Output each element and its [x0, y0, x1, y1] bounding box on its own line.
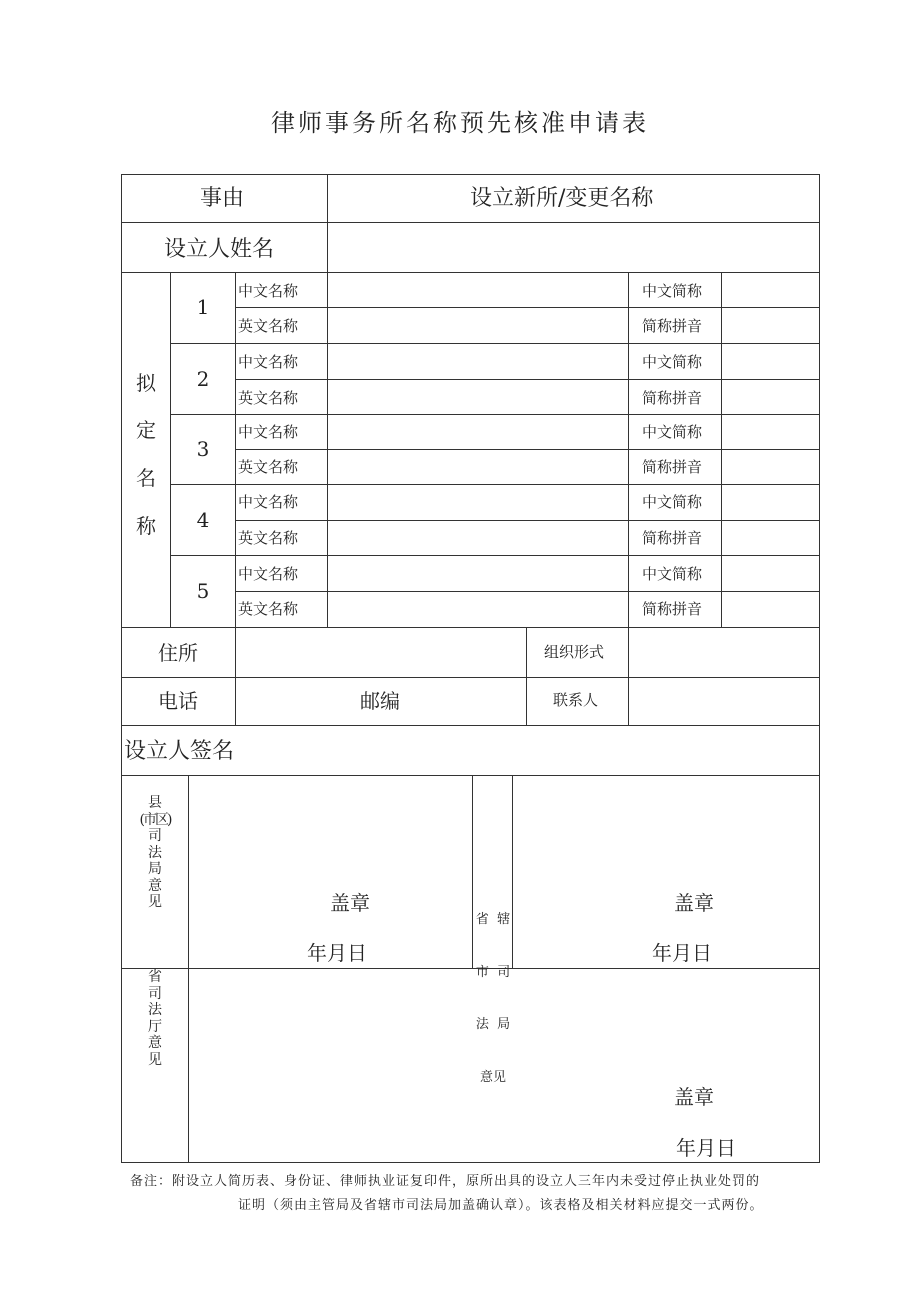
founder-name-label: 设立人姓名: [164, 237, 275, 262]
proposed-label-char: 名: [136, 466, 156, 490]
form-title: 律师事务所名称预先核准申请表: [271, 109, 649, 137]
abbr-pinyin-label: 简称拼音: [642, 458, 703, 476]
cn-abbr-label: 中文简称: [642, 423, 703, 441]
abbr-pinyin-label: 简称拼音: [642, 317, 703, 335]
postcode-label: 邮编: [360, 689, 400, 713]
county-opinion-label: 县 (市区) 司 法 局 意 见: [139, 795, 171, 911]
proposed-label-char: 拟: [136, 371, 156, 395]
proposed-label-char: 定: [136, 418, 156, 442]
signature-label: 设立人签名: [124, 739, 235, 764]
cn-name-label: 中文名称: [238, 423, 299, 441]
cn-abbr-label: 中文简称: [642, 565, 703, 583]
reason-value: 设立新所/变更名称: [470, 186, 654, 211]
county-seal: 盖章: [330, 891, 370, 915]
en-name-label: 英文名称: [238, 600, 299, 618]
proposed-label-char: 称: [136, 514, 156, 538]
proposed-number: 2: [196, 367, 210, 391]
cn-abbr-label: 中文简称: [642, 353, 703, 371]
phone-label: 电话: [158, 689, 198, 713]
province-seal: 盖章: [674, 1085, 714, 1109]
en-name-label: 英文名称: [238, 389, 299, 407]
en-name-label: 英文名称: [238, 458, 299, 476]
province-date: 年月日: [676, 1136, 736, 1160]
county-date: 年月日: [307, 941, 367, 965]
founder-name-field[interactable]: [329, 224, 819, 271]
contact-label: 联系人: [553, 691, 599, 709]
note-line-2: 证明（须由主管局及省辖市司法局加盖确认章）。该表格及相关材料应提交一式两份。: [238, 1198, 764, 1213]
city-opinion-label: 省 辖 市 司 法 局 意见: [475, 912, 511, 1086]
cn-abbr-label: 中文简称: [642, 493, 703, 511]
org-form-label: 组织形式: [544, 643, 605, 661]
proposed-number: 4: [196, 508, 210, 532]
en-name-label: 英文名称: [238, 317, 299, 335]
province-opinion-label: 省 司 法 厅 意 见: [148, 969, 162, 1068]
cn-name-label: 中文名称: [238, 282, 299, 300]
proposed-number: 1: [196, 295, 210, 319]
reason-label: 事由: [200, 186, 245, 211]
city-date: 年月日: [652, 941, 712, 965]
cn-abbr-label: 中文简称: [642, 282, 703, 300]
proposed-number: 3: [196, 437, 210, 461]
cn-name-label: 中文名称: [238, 493, 299, 511]
city-seal: 盖章: [674, 891, 714, 915]
en-name-label: 英文名称: [238, 529, 299, 547]
cn-name-label: 中文名称: [238, 353, 299, 371]
note-line-1: 备注：附设立人简历表、身份证、律师执业证复印件，原所出具的设立人三年内未受过停止执业处罚的: [130, 1174, 761, 1189]
proposed-number: 5: [196, 579, 210, 603]
cn-name-label: 中文名称: [238, 565, 299, 583]
abbr-pinyin-label: 简称拼音: [642, 600, 703, 618]
address-label: 住所: [158, 641, 198, 665]
abbr-pinyin-label: 简称拼音: [642, 529, 703, 547]
abbr-pinyin-label: 简称拼音: [642, 389, 703, 407]
